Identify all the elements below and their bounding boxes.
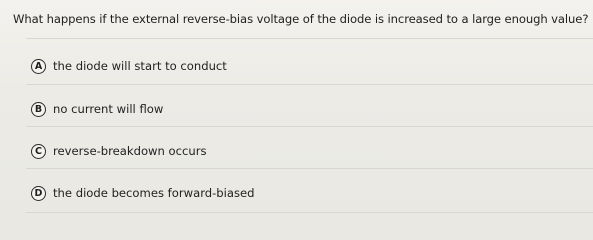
answer-option-d[interactable] xyxy=(31,181,255,205)
answer-option-a[interactable] xyxy=(31,54,227,78)
option-text: reverse-breakdown occurs xyxy=(53,144,207,158)
divider xyxy=(26,84,593,85)
option-letter-badge: C xyxy=(31,144,46,159)
divider xyxy=(26,212,593,213)
option-letter-badge: B xyxy=(31,102,46,117)
divider xyxy=(26,38,593,39)
divider xyxy=(26,126,593,127)
option-text: no current will flow xyxy=(53,102,164,116)
option-text: the diode will start to conduct xyxy=(53,59,227,73)
option-text: the diode becomes forward-biased xyxy=(53,186,255,200)
question-text: What happens if the external reverse-bias voltage of the diode is increased to a large enough value? xyxy=(13,12,588,26)
answer-option-b[interactable] xyxy=(31,97,163,121)
answer-option-c[interactable] xyxy=(31,139,207,163)
option-letter-badge: A xyxy=(31,59,46,74)
option-letter-badge: D xyxy=(31,186,46,201)
divider xyxy=(26,168,593,169)
